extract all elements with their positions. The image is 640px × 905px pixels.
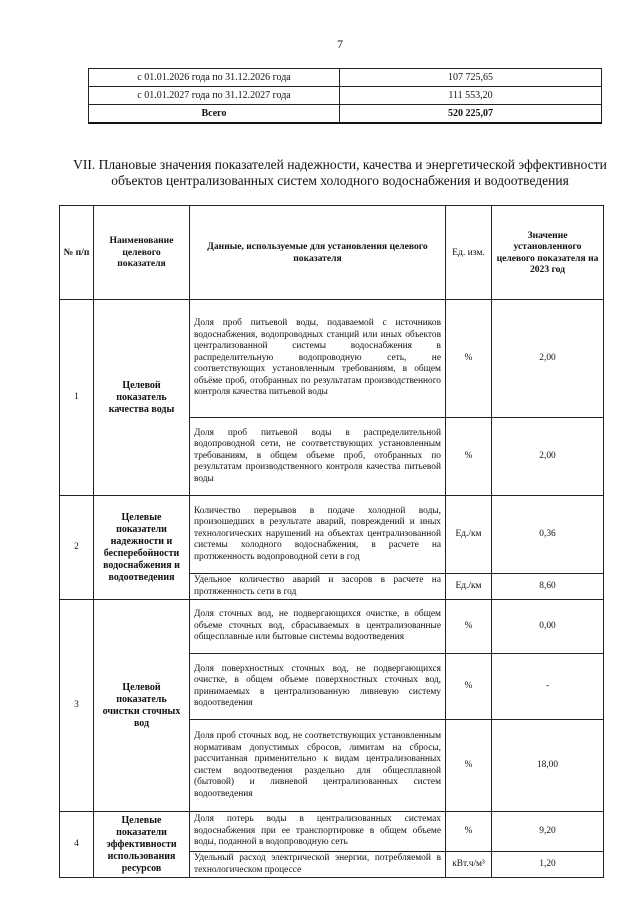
indicator-name: Целевой показатель качества воды xyxy=(94,300,190,496)
indicator-unit: Ед./км xyxy=(446,496,492,574)
summary-amount: 107 725,65 xyxy=(340,69,602,87)
indicator-name: Целевые показатели эффективности использования ресурсов xyxy=(94,812,190,878)
indicator-value: 18,00 xyxy=(492,720,604,812)
header-data: Данные, используемые для установления целевого показателя xyxy=(190,206,446,300)
indicator-description: Удельное количество аварий и засоров в расчете на протяженность сети в год xyxy=(190,574,446,600)
page-number: 7 xyxy=(337,37,343,51)
row-number: 3 xyxy=(60,600,94,812)
indicators-table xyxy=(59,205,604,878)
indicator-unit: % xyxy=(446,812,492,852)
indicator-description: Доля поверхностных сточных вод, не подвергающихся очистке, в общем объеме поверхностных сточных вод, принимаемых в централизованную ливневую систему водоотведения xyxy=(190,654,446,720)
summary-period: с 01.01.2027 года по 31.12.2027 года xyxy=(89,87,340,105)
summary-table xyxy=(88,68,602,124)
indicator-description: Доля проб питьевой воды в распределительной водопроводной сети, не соответствующих установленным требованиям, в общем объеме проб, отобранных по результатам производственного контроля качества питьевой воды xyxy=(190,418,446,496)
summary-period: с 01.01.2026 года по 31.12.2026 года xyxy=(89,69,340,87)
indicator-description: Доля сточных вод, не подвергающихся очистке, в общем объеме сточных вод, сбрасываемых в централизованные общесплавные или бытовые системы водоотведения xyxy=(190,600,446,654)
indicator-value: 2,00 xyxy=(492,300,604,418)
summary-amount: 111 553,20 xyxy=(340,87,602,105)
indicator-value: 0,36 xyxy=(492,496,604,574)
table-row xyxy=(89,69,602,87)
table-row xyxy=(60,300,604,418)
indicator-unit: кВт.ч/м³ xyxy=(446,852,492,878)
table-header-row xyxy=(60,206,604,300)
row-number: 4 xyxy=(60,812,94,878)
indicator-value: 8,60 xyxy=(492,574,604,600)
row-number: 1 xyxy=(60,300,94,496)
summary-total-label: Всего xyxy=(89,105,340,124)
table-row xyxy=(89,87,602,105)
indicator-value: 9,20 xyxy=(492,812,604,852)
header-unit: Ед. изм. xyxy=(446,206,492,300)
indicator-unit: % xyxy=(446,418,492,496)
row-number: 2 xyxy=(60,496,94,600)
indicator-value: 2,00 xyxy=(492,418,604,496)
summary-total-amount: 520 225,07 xyxy=(340,105,602,124)
indicator-name: Целевые показатели надежности и бесперебойности водоснабжения и водоотведения xyxy=(94,496,190,600)
indicator-unit: % xyxy=(446,300,492,418)
indicator-unit: % xyxy=(446,720,492,812)
header-value: Значение установленного целевого показателя на 2023 год xyxy=(492,206,604,300)
indicator-value: - xyxy=(492,654,604,720)
table-row xyxy=(60,812,604,852)
indicator-name: Целевой показатель очистки сточных вод xyxy=(94,600,190,812)
indicator-value: 1,20 xyxy=(492,852,604,878)
indicator-unit: Ед./км xyxy=(446,574,492,600)
indicator-description: Доля проб сточных вод, не соответствующих установленным нормативам допустимых сбросов, лимитам на сбросы, рассчитанная применительно к видам централизованных систем водоотведения раздельно для общесплавной (бытовой) и ливневой централизованных систем водоотведения xyxy=(190,720,446,812)
indicator-unit: % xyxy=(446,600,492,654)
table-row xyxy=(60,600,604,654)
indicator-value: 0,00 xyxy=(492,600,604,654)
table-row xyxy=(60,496,604,574)
indicator-description: Доля проб питьевой воды, подаваемой с источников водоснабжения, водопроводных станций или иных объектов централизованной системы водоснабжения в распределительную водопроводную сеть, не соответствующих установленным требованиям, в общем объёме проб, отобранных по результатам производственного контроля качества питьевой воды xyxy=(190,300,446,418)
indicator-description: Количество перерывов в подаче холодной воды, произошедших в результате аварий, повреждений и иных технологических нарушений на объектах централизованной системы холодного водоснабжения, в расчете на протяженность водопроводной сети в год xyxy=(190,496,446,574)
section-heading: VII. Плановые значения показателей надежности, качества и энергетической эффективности объектов централизованных систем холодного водоснабжения и водоотведения xyxy=(73,157,607,188)
summary-total-row xyxy=(89,105,602,124)
indicator-description: Доля потерь воды в централизованных системах водоснабжения при ее транспортировке в общем объеме воды, поданной в водопроводную сеть xyxy=(190,812,446,852)
indicator-description: Удельный расход электрической энергии, потребляемой в технологическом процессе xyxy=(190,852,446,878)
header-num: № п/п xyxy=(60,206,94,300)
header-name: Наименование целевого показателя xyxy=(94,206,190,300)
indicator-unit: % xyxy=(446,654,492,720)
